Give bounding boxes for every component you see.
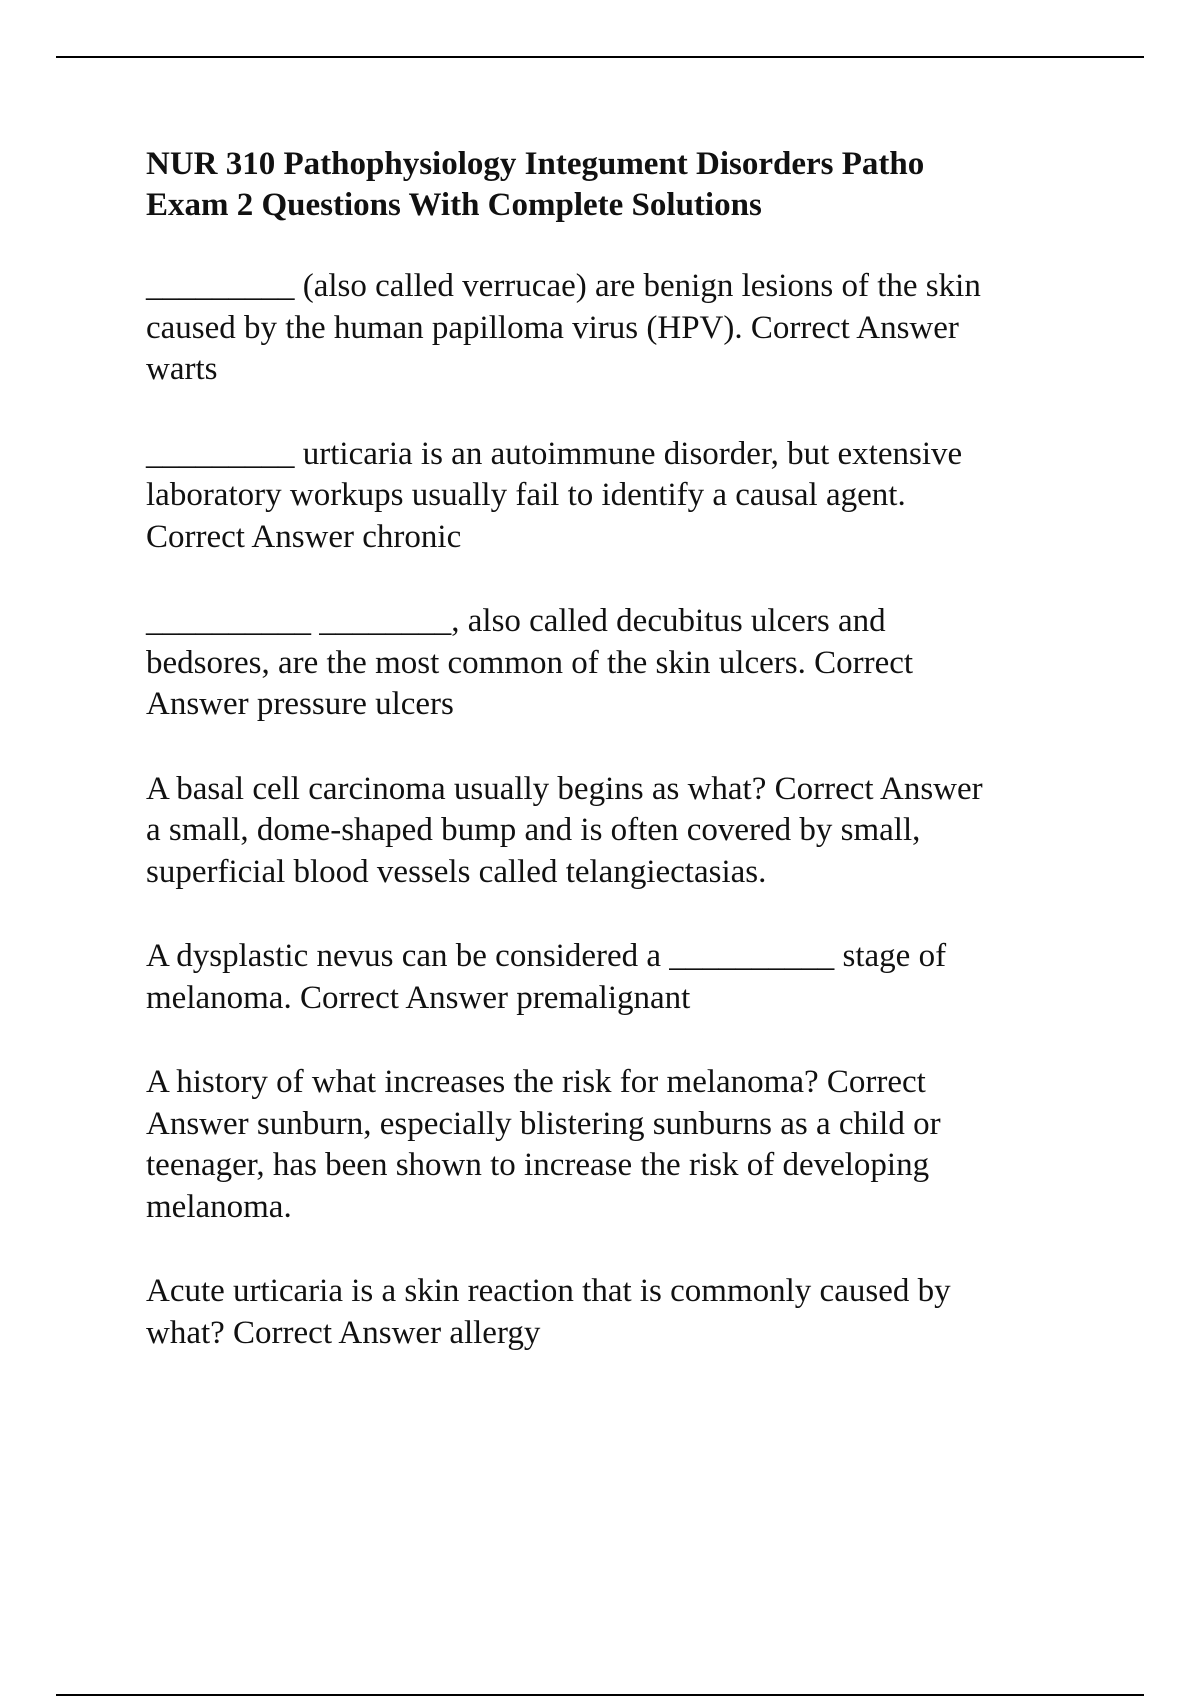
question-answer-3: __________ ________, also called decubitus ulcers and bedsores, are the most common of the skin ulcers. Correct Answer pressure ulcers: [146, 603, 914, 722]
question-answer-6: A history of what increases the risk for melanoma? Correct Answer sunburn, especially blistering sunburns as a child or teenager, has been shown to increase the risk of developing melanoma.: [146, 1064, 941, 1225]
header-rule: [56, 56, 1144, 58]
document-title: NUR 310 Pathophysiology Integument Disorders Patho Exam 2 Questions With Complete Solutions: [146, 146, 925, 223]
document-body: [146, 144, 1106, 1397]
question-answer-4: A basal cell carcinoma usually begins as what? Correct Answer a small, dome-shaped bump and is often covered by small, superficial blood vessels called telangiectasias.: [146, 770, 983, 890]
question-answer-7: Acute urticaria is a skin reaction that is commonly caused by what? Correct Answer allergy: [146, 1273, 951, 1351]
question-answer-1: _________ (also called verrucae) are benign lesions of the skin caused by the human papilloma virus (HPV). Correct Answer warts: [146, 268, 981, 387]
question-answer-2: _________ urticaria is an autoimmune disorder, but extensive laboratory workups usually fail to identify a causal agent. Correct Answer chronic: [146, 435, 963, 555]
question-answer-5: A dysplastic nevus can be considered a __________ stage of melanoma. Correct Answer premalignant: [146, 938, 947, 1016]
footer-rule: [56, 1694, 1144, 1696]
